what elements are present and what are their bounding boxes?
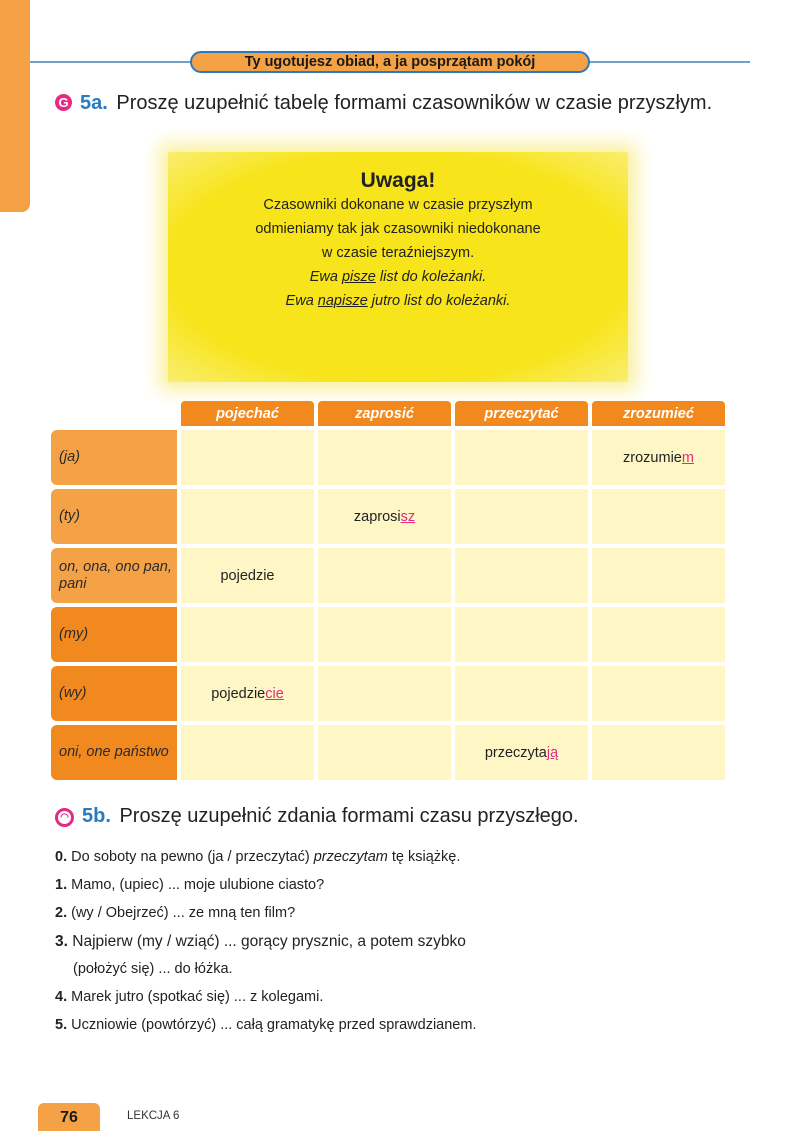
row-header-ty: (ty) <box>51 489 177 544</box>
sentence-item: 3. Najpierw (my / wziąć) ... gorący prysznic, a potem szybko <box>55 933 466 950</box>
row-header-on: on, ona, ono pan, pani <box>51 548 177 603</box>
note-box <box>168 152 628 382</box>
cell-ja-przeczytac[interactable] <box>455 430 588 485</box>
sentence-item: (położyć się) ... do łóżka. <box>73 961 233 977</box>
sentence-item: 1. Mamo, (upiec) ... moje ulubione ciasto? <box>55 877 325 893</box>
cell-ja-pojechac[interactable] <box>181 430 314 485</box>
page-number: 76 <box>38 1103 100 1131</box>
underlined-verb: napisze <box>317 293 368 309</box>
cell-my-zrozumiec[interactable] <box>592 607 725 662</box>
exercise-instruction: Proszę uzupełnić zdania formami czasu przyszłego. <box>119 805 579 827</box>
note-line-3: w czasie teraźniejszym. <box>321 245 475 261</box>
column-header: pojechać <box>181 401 314 426</box>
row-header-my: (my) <box>51 607 177 662</box>
exercise-instruction: Proszę uzupełnić tabelę formami czasowników w czasie przyszłym. <box>116 92 713 114</box>
note-example-1: Ewa pisze list do koleżanki. <box>309 269 487 285</box>
cell-on-pojechac[interactable]: pojedzie <box>181 548 314 603</box>
column-header: zaprosić <box>318 401 451 426</box>
cell-ty-zaprosic[interactable]: zaprosisz <box>318 489 451 544</box>
row-header-oni: oni, one państwo <box>51 725 177 780</box>
cell-ja-zaprosic[interactable] <box>318 430 451 485</box>
underlined-verb: pisze <box>341 269 376 285</box>
sentence-item: 0. Do soboty na pewno (ja / przeczytać) przeczytam tę książkę. <box>55 849 461 865</box>
column-header: przeczytać <box>455 401 588 426</box>
table-corner <box>51 401 177 426</box>
cell-oni-przeczytac[interactable]: przeczytają <box>455 725 588 780</box>
sentence-item: 5. Uczniowie (powtórzyć) ... całą gramatykę przed sprawdzianem. <box>55 1017 477 1033</box>
cell-wy-pojechac[interactable]: pojedziecie <box>181 666 314 721</box>
side-tab <box>0 0 30 212</box>
exercise-number: 5a. <box>80 92 108 114</box>
cell-ty-przeczytac[interactable] <box>455 489 588 544</box>
note-line-2: odmieniamy tak jak czasowniki niedokonane <box>255 221 541 237</box>
note-title: Uwaga! <box>360 169 436 192</box>
row-header-wy: (wy) <box>51 666 177 721</box>
cell-ty-zrozumiec[interactable] <box>592 489 725 544</box>
sentence-item: 2. (wy / Obejrzeć) ... ze mną ten film? <box>55 905 296 921</box>
exercise-number: 5b. <box>82 805 111 827</box>
note-example-2: Ewa napisze jutro list do koleżanki. <box>285 293 511 309</box>
cell-on-zrozumiec[interactable] <box>592 548 725 603</box>
speaking-badge-icon: ◠ <box>55 808 74 827</box>
lesson-label: LEKCJA 6 <box>127 1110 180 1122</box>
cell-on-zaprosic[interactable] <box>318 548 451 603</box>
cell-wy-zaprosic[interactable] <box>318 666 451 721</box>
cell-oni-zrozumiec[interactable] <box>592 725 725 780</box>
cell-ja-zrozumiec[interactable]: zrozumiem <box>592 430 725 485</box>
grammar-badge-icon: G <box>55 94 72 111</box>
exercise-5a-heading <box>55 92 712 115</box>
cell-ty-pojechac[interactable] <box>181 489 314 544</box>
cell-my-przeczytac[interactable] <box>455 607 588 662</box>
cell-on-przeczytac[interactable] <box>455 548 588 603</box>
column-header: zrozumieć <box>592 401 725 426</box>
cell-wy-przeczytac[interactable] <box>455 666 588 721</box>
sentence-item: 4. Marek jutro (spotkać się) ... z kolegami. <box>55 989 324 1005</box>
cell-oni-zaprosic[interactable] <box>318 725 451 780</box>
exercise-5b-heading <box>55 805 579 828</box>
note-line-1: Czasowniki dokonane w czasie przyszłym <box>263 197 533 213</box>
lesson-title: Ty ugotujesz obiad, a ja posprzątam pokój <box>190 51 590 73</box>
cell-my-pojechac[interactable] <box>181 607 314 662</box>
cell-oni-pojechac[interactable] <box>181 725 314 780</box>
cell-wy-zrozumiec[interactable] <box>592 666 725 721</box>
row-header-ja: (ja) <box>51 430 177 485</box>
conjugation-table <box>47 397 729 784</box>
cell-my-zaprosic[interactable] <box>318 607 451 662</box>
